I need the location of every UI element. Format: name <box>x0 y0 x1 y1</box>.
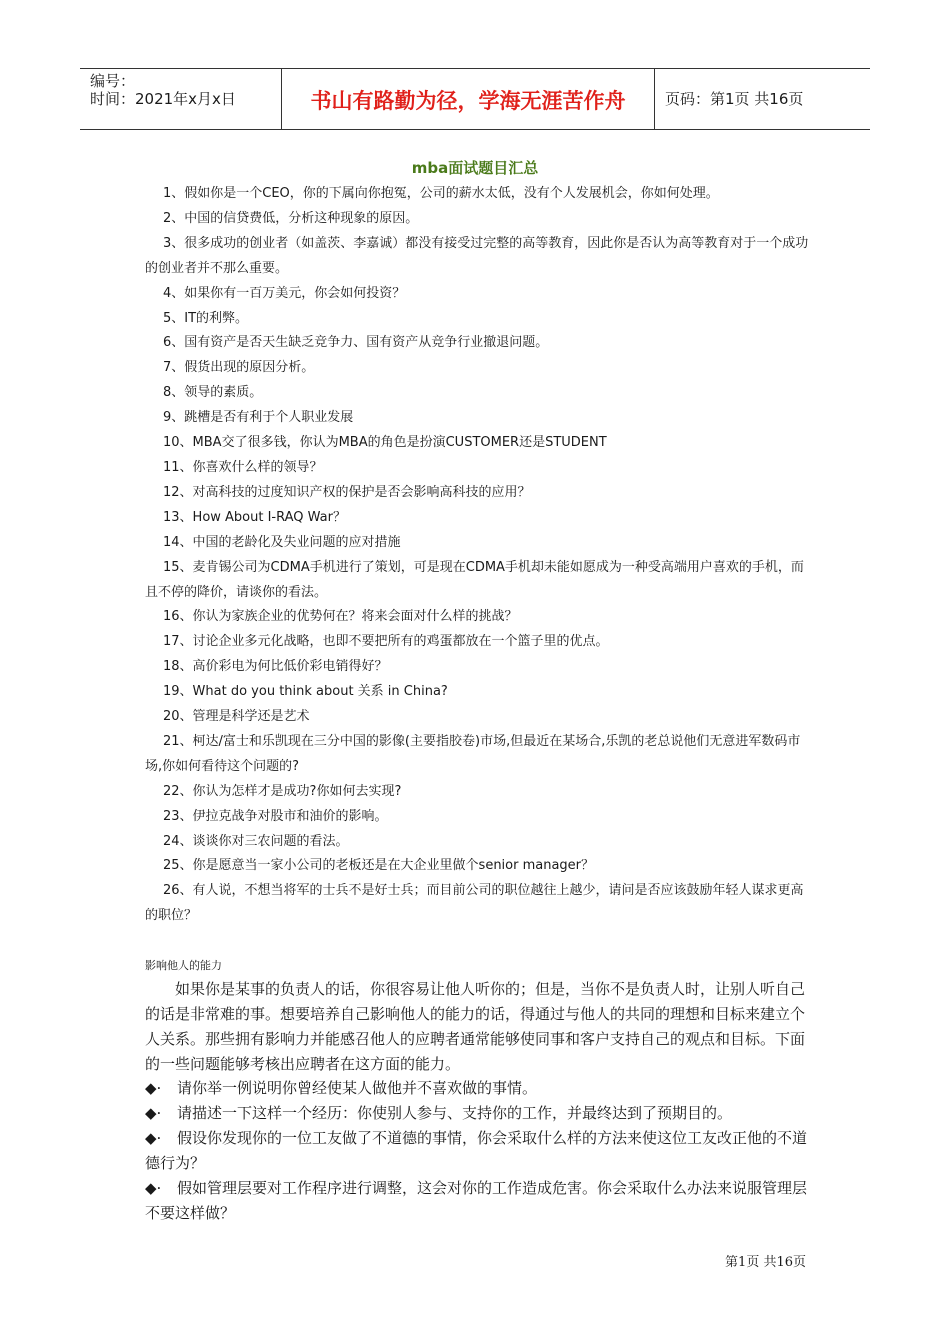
document-number-label: 编号： <box>90 72 136 90</box>
bullet-item <box>145 1076 810 1101</box>
question-item: 18、高价彩电为何比低价彩电销得好？ <box>163 659 388 675</box>
section-label: 影响他人的能力 <box>145 959 222 972</box>
question-item: 1、假如你是一个CEO，你的下属向你抱冤，公司的薪水太低，没有个人发展机会，你如何处理。 <box>163 186 719 201</box>
question-item: 26、有人说，不想当将军的士兵不是好士兵；而目前公司的职位越往上越少，请问是否应该鼓励年轻人谋求更高的职位？ <box>145 883 804 924</box>
question-item: 7、假货出现的原因分析。 <box>163 360 315 376</box>
question-item: 19、What do you think about 关系 in China? <box>163 684 448 700</box>
bullet-text: 请你举一例说明你曾经使某人做他并不喜欢做的事情。 <box>177 1079 538 1097</box>
bullet-item <box>145 1101 810 1126</box>
document-time-label: 时间：2021年x月x日 <box>90 90 236 108</box>
question-item: 25、你是愿意当一家小公司的老板还是在大企业里做个senior manager？ <box>163 858 595 874</box>
question-item: 17、讨论企业多元化战略，也即不要把所有的鸡蛋都放在一个篮子里的优点。 <box>163 634 609 650</box>
question-item: 9、跳槽是否有利于个人职业发展 <box>163 410 354 426</box>
header-left-cell <box>80 69 282 129</box>
question-list <box>145 182 810 929</box>
question-item: 8、领导的素质。 <box>163 385 263 401</box>
section-paragraph: 如果你是某事的负责人的话，你很容易让他人听你的；但是，当你不是负责人时，让别人听自己的话是非常难的事。想要培养自己影响他人的能力的话，得通过与他人的共同的理想和目标来建立个人关系。那些拥有影响力并能感召他人的应聘者通常能够使同事和客户支持自己的观点和目标。下面的一些问题能够考核出应聘者在这方面的能力。 <box>145 980 806 1073</box>
diamond-bullet-icon: ◆· <box>145 1104 162 1122</box>
question-item: 21、柯达/富士和乐凯现在三分中国的影像(主要指胶卷)市场,但最近在某场合,乐凯的老总说他们无意进军数码市场,你如何看待这个问题的? <box>145 733 801 774</box>
bullet-list <box>145 1076 810 1226</box>
bullet-text: 假如管理层要对工作程序进行调整，这会对你的工作造成危害。你会采取什么办法来说服管理层不要这样做？ <box>145 1179 808 1222</box>
question-item: 4、如果你有一百万美元，你会如何投资？ <box>163 285 406 301</box>
question-item: 16、你认为家族企业的优势何在？将来会面对什么样的挑战？ <box>163 609 518 625</box>
footer-page-number: 第1页 共16页 <box>725 1255 806 1270</box>
question-item: 11、你喜欢什么样的领导？ <box>163 459 323 475</box>
bullet-item <box>145 1126 810 1176</box>
question-item: 3、很多成功的创业者（如盖茨、李嘉诚）都没有接受过完整的高等教育，因此你是否认为高等教育对于一个成功的创业者并不那么重要。 <box>145 235 809 276</box>
header-right-cell <box>655 69 870 129</box>
question-item: 24、谈谈你对三农问题的看法。 <box>163 833 349 849</box>
question-item: 14、中国的老龄化及失业问题的应对措施 <box>163 534 401 550</box>
question-item: 10、MBA交了很多钱，你认为MBA的角色是扮演CUSTOMER还是STUDENT <box>163 435 607 451</box>
question-item: 5、IT的利弊。 <box>163 310 249 326</box>
question-item: 13、How About I-RAQ War？ <box>163 509 346 525</box>
diamond-bullet-icon: ◆· <box>145 1079 162 1097</box>
bullet-text: 假设你发现你的一位工友做了不道德的事情，你会采取什么样的方法来使这位工友改正他的不道德行为？ <box>145 1129 808 1172</box>
header-middle-cell <box>282 69 655 129</box>
header-motto: 书山有路勤为径，学海无涯苦作舟 <box>310 89 626 113</box>
document-title: mba面试题目汇总 <box>411 159 539 177</box>
question-item: 2、中国的信贷费低，分析这种现象的原因。 <box>163 210 419 226</box>
question-item: 6、国有资产是否天生缺乏竞争力、国有资产从竞争行业撤退问题。 <box>163 335 549 351</box>
question-item: 15、麦肯锡公司为CDMA手机进行了策划，可是现在CDMA手机却未能如愿成为一种受高端用户喜欢的手机，而且不停的降价，请谈你的看法。 <box>145 559 804 600</box>
header-table <box>80 68 870 130</box>
question-item: 23、伊拉克战争对股市和油价的影响。 <box>163 808 388 824</box>
header-page-number: 页码：第1页 共16页 <box>665 90 804 108</box>
question-item: 22、你认为怎样才是成功?你如何去实现? <box>163 783 402 799</box>
diamond-bullet-icon: ◆· <box>145 1179 162 1197</box>
diamond-bullet-icon: ◆· <box>145 1129 162 1147</box>
bullet-item <box>145 1176 810 1226</box>
question-item: 12、对高科技的过度知识产权的保护是否会影响高科技的应用？ <box>163 484 531 500</box>
bullet-text: 请描述一下这样一个经历：你使别人参与、支持你的工作，并最终达到了预期目的。 <box>177 1104 733 1122</box>
question-item: 20、管理是科学还是艺术 <box>163 709 310 725</box>
